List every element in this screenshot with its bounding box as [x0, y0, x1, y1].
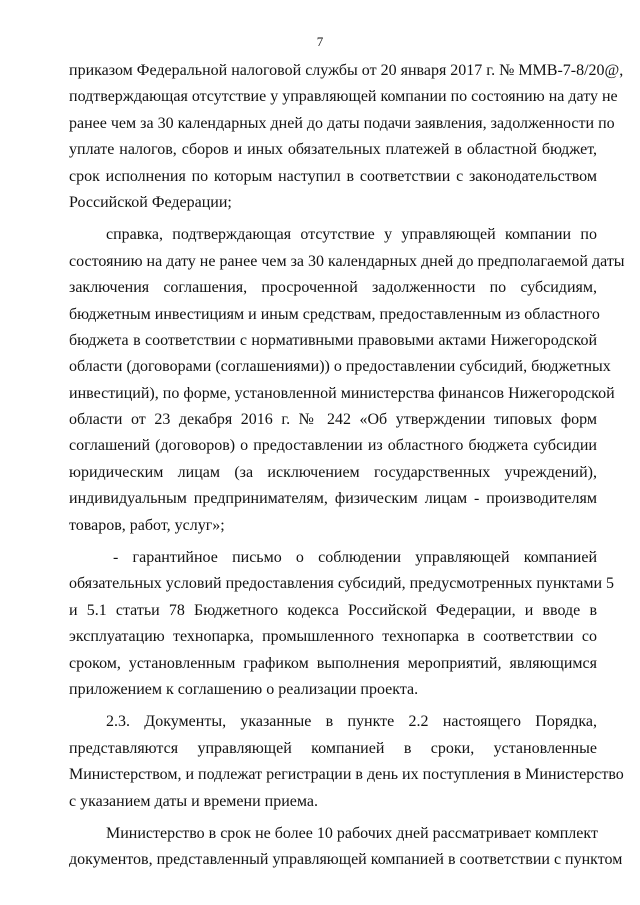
text-line: приложением к соглашению о реализации проекта.	[69, 680, 419, 698]
text-line: бюджетным инвестициям и иным средствам, предоставленным из областного	[69, 305, 600, 323]
text-line: индивидуальным предпринимателям, физическим лицам - производителям	[69, 490, 597, 508]
text-line: Российской Федерации;	[69, 193, 232, 211]
text-line: сроком, установленным графиком выполнения мероприятий, являющимся	[69, 654, 597, 672]
text-line: области (договорами (соглашениями)) о предоставлении субсидий, бюджетных	[69, 358, 611, 376]
text-line: Министерством, и подлежат регистрации в день их поступления в Министерство	[69, 766, 624, 784]
text-line: с указанием даты и времени приема.	[69, 792, 318, 810]
paragraph-section-2-3	[69, 709, 624, 815]
text-line: приказом Федеральной налоговой службы от 20 января 2017 г. № ММВ-7-8/20@,	[69, 62, 624, 79]
text-line: области от 23 декабря 2016 г. № 242 «Об утверждении типовых форм	[69, 411, 597, 429]
text-line: бюджета в соответствии с нормативными правовыми актами Нижегородской	[69, 331, 597, 349]
text-line: уплате налогов, сборов и иных обязательных платежей в областной бюджет,	[69, 141, 597, 159]
text-line: 2.3. Документы, указанные в пункте 2.2 настоящего Порядка,	[106, 713, 597, 731]
paragraph-debt-certificate	[69, 222, 625, 539]
text-line: состоянию на дату не ранее чем за 30 календарных дней до предполагаемой даты	[69, 252, 625, 270]
paragraph-guarantee-letter	[69, 545, 615, 703]
text-line: справка, подтверждающая отсутствие у управляющей компании по	[106, 226, 597, 244]
text-line: представляются управляющей компанией в сроки, установленные	[69, 739, 597, 757]
text-line: товаров, работ, услуг»;	[69, 516, 225, 534]
document-body	[69, 58, 625, 874]
paragraph-tax-certificate	[69, 58, 624, 216]
text-line: Министерство в срок не более 10 рабочих дней рассматривает комплект	[106, 824, 598, 842]
page-number: 7	[316, 34, 324, 49]
text-line: - гарантийное письмо о соблюдении управляющей компанией	[113, 549, 597, 567]
text-line: инвестиций), по форме, установленной министерства финансов Нижегородской	[69, 384, 615, 402]
text-line: обязательных условий предоставления субсидий, предусмотренных пунктами 5	[69, 575, 615, 593]
text-line: подтверждающая отсутствие у управляющей компании по состоянию на дату не	[69, 88, 618, 106]
paragraph-ministry-review	[69, 821, 623, 874]
text-line: ранее чем за 30 календарных дней до даты подачи заявления, задолженности по	[69, 114, 615, 132]
text-line: соглашений (договоров) о предоставлении из областного бюджета субсидии	[69, 437, 597, 455]
text-line: срок исполнения по которым наступил в соответствии с законодательством	[69, 167, 597, 185]
text-line: эксплуатацию технопарка, промышленного технопарка в соответствии со	[69, 628, 597, 646]
text-line: заключения соглашения, просроченной задолженности по субсидиям,	[69, 279, 597, 297]
text-line: и 5.1 статьи 78 Бюджетного кодекса Российской Федерации, и вводе в	[69, 601, 597, 619]
text-line: юридическим лицам (за исключением государственных учреждений),	[69, 463, 597, 481]
text-line: документов, представленный управляющей компанией в соответствии с пунктом	[69, 851, 623, 869]
